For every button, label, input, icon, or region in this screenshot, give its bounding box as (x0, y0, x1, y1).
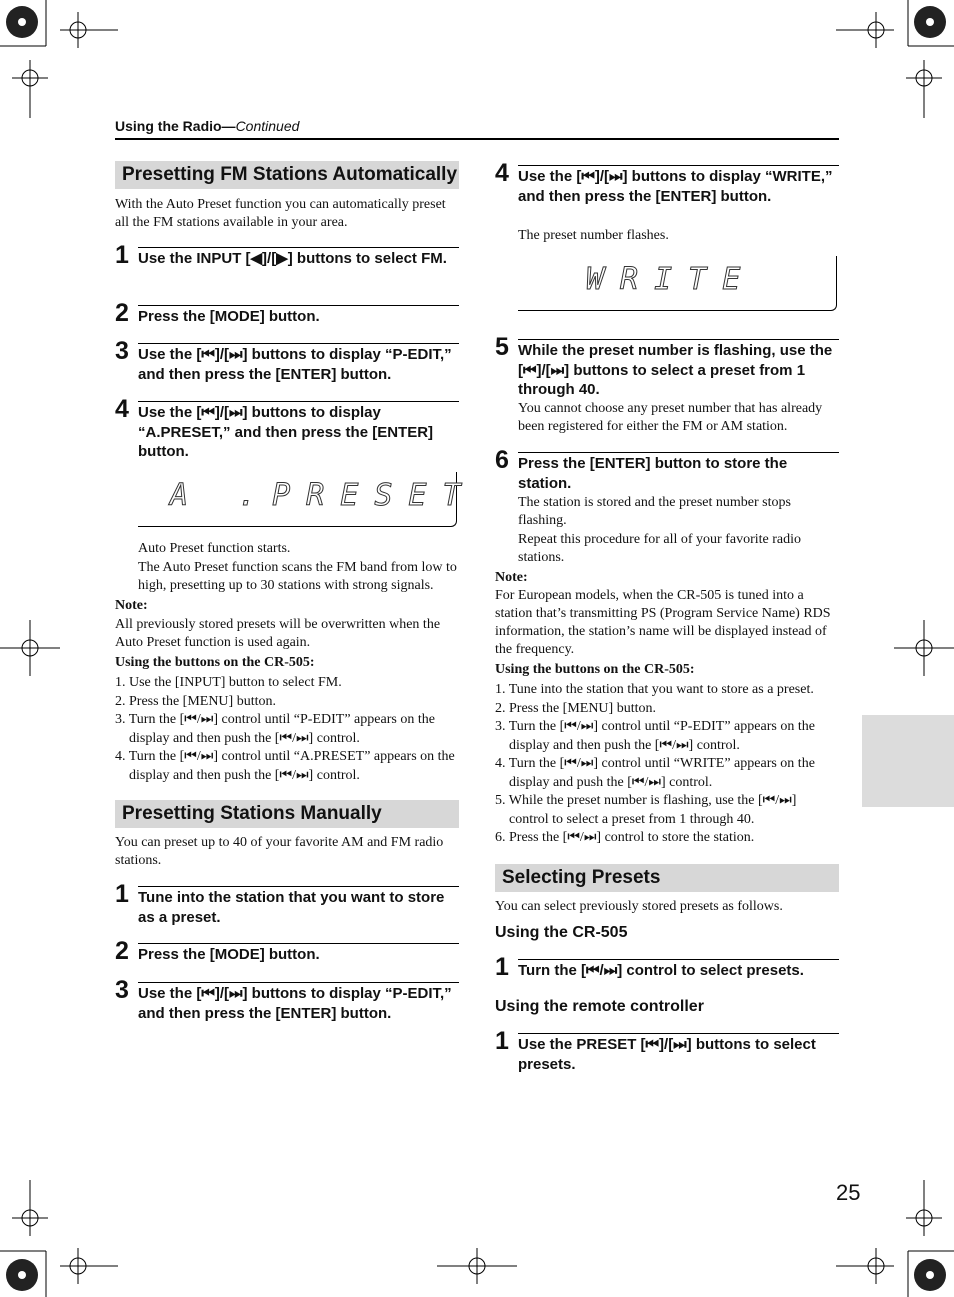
step-text: Use the [⏮]/[⏭] buttons to display “P-EDIT,” and then press the [ENTER] button. (138, 346, 452, 383)
fm-auto-step-2 (115, 299, 459, 330)
select-step-cr505 (495, 953, 839, 984)
step-rule (518, 452, 839, 453)
list-item: 6. Press the [⏮/⏭] control to store the station. (495, 830, 755, 845)
lcd-text: WRITE (586, 262, 757, 297)
fm-auto-step-1 (115, 241, 459, 292)
section-title-manual: Presetting Stations Manually (115, 800, 459, 828)
step-text: Use the [⏮]/[⏭] buttons to display “WRITE,” and then press the [ENTER] button. (518, 168, 833, 205)
note-text: For European models, when the CR-505 is tuned into a station that’s transmitting PS (Program Service Name) RDS information, the station’s name will be displayed instead of the frequency. (495, 588, 831, 657)
list-item: 5. While the preset number is flashing, use the [⏮/⏭] control to select a preset from 1 through 40. (495, 793, 797, 827)
list-item: 4. Turn the [⏮/⏭] control until “WRITE” appears on the display and push the [⏮/⏭] control. (495, 756, 815, 790)
step-rule (138, 343, 459, 344)
step-rule (138, 401, 459, 402)
step-rule (518, 959, 839, 960)
step-number: 6 (495, 446, 509, 474)
list-item: 3. Turn the [⏮/⏭] control until “P-EDIT” appears on the display and then push the [⏮/⏭] control. (495, 719, 815, 753)
step-text: While the preset number is flashing, use the [⏮]/[⏭] buttons to select a preset from 1 through 40. (518, 342, 833, 398)
step-rule (518, 339, 839, 340)
step-number: 1 (495, 953, 509, 981)
section-title-selecting: Selecting Presets (495, 864, 839, 892)
using-remote-heading: Using the remote controller (495, 998, 704, 1015)
header-title: Using the Radio— (115, 118, 236, 134)
cr505-buttons-heading: Using the buttons on the CR-505: (495, 662, 695, 677)
step-6-desc-line1: The station is stored and the preset number stops flashing. (518, 495, 791, 528)
list-item: 4. Turn the [⏮/⏭] control until “A.PRESET” appears on the display and then push the [⏮/⏭] control. (115, 749, 455, 783)
page-number: 25 (836, 1180, 861, 1205)
fm-auto-result (138, 540, 460, 595)
list-item: 1. Tune into the station that you want to store as a preset. (495, 682, 814, 697)
lcd-text: A .PRESET (170, 478, 477, 513)
note-text: All previously stored presets will be overwritten when the Auto Preset function is used again. (115, 617, 441, 650)
fm-auto-intro: With the Auto Preset function you can automatically preset all the FM stations available in your area. (115, 197, 446, 230)
lcd-display-apreset (138, 472, 477, 527)
step-5-desc: You cannot choose any preset number that has already been registered for either the FM or AM station. (518, 401, 823, 434)
fm-auto-result-line2: The Auto Preset function scans the FM band from low to high, presetting up to 30 stations with strong signals. (138, 560, 457, 593)
note-heading: Note: (115, 598, 148, 613)
step-number: 5 (495, 333, 509, 361)
step-rule (518, 1033, 839, 1034)
fm-auto-step-3 (115, 337, 459, 388)
step-text: Press the [ENTER] button to store the station. (518, 455, 788, 492)
fm-auto-step-4 (115, 395, 459, 466)
header-rule (115, 138, 839, 140)
lcd-display-write (518, 256, 837, 311)
step-rule (138, 305, 459, 306)
step-text: Tune into the station that you want to store as a preset. (138, 889, 445, 926)
step-rule (518, 165, 839, 166)
section-title-fm-auto: Presetting FM Stations Automatically (115, 161, 459, 189)
step-text: Use the INPUT [◀]/[▶] buttons to select FM. (138, 250, 447, 267)
step-rule (138, 943, 459, 944)
manual-step-6 (495, 446, 839, 497)
step-rule (138, 886, 459, 887)
using-cr505-heading: Using the CR-505 (495, 924, 628, 941)
chapter-side-tab (862, 715, 954, 807)
step-text: Press the [MODE] button. (138, 946, 320, 963)
list-item: 2. Press the [MENU] button. (115, 693, 276, 709)
step-number: 1 (115, 880, 129, 908)
step-6-desc (518, 494, 838, 567)
manual-step-1 (115, 880, 459, 931)
step-number: 4 (115, 395, 129, 423)
manual-step-5 (495, 333, 839, 404)
step-number: 2 (115, 299, 129, 327)
manual-intro: You can preset up to 40 of your favorite AM and FM radio stations. (115, 835, 444, 868)
running-header (115, 118, 299, 134)
step-6-desc-line2: Repeat this procedure for all of your favorite radio stations. (518, 532, 802, 565)
selecting-intro: You can select previously stored presets as follows. (495, 899, 783, 914)
step-rule (138, 247, 459, 248)
step-number: 4 (495, 159, 509, 187)
cr505-buttons-heading: Using the buttons on the CR-505: (115, 655, 315, 670)
step-text: Use the [⏮]/[⏭] buttons to display “A.PRESET,” and then press the [ENTER] button. (138, 404, 434, 460)
step-4-desc: The preset number flashes. (518, 228, 669, 243)
manual-step-3 (115, 976, 459, 1027)
step-text: Press the [MODE] button. (138, 308, 320, 325)
manual-step-2 (115, 937, 459, 968)
step-text: Use the [⏮]/[⏭] buttons to display “P-EDIT,” and then press the [ENTER] button. (138, 985, 452, 1022)
cr505-steps-list (495, 681, 839, 848)
list-item: 2. Press the [MENU] button. (495, 700, 656, 716)
manual-step-4 (495, 159, 839, 235)
step-text: Use the PRESET [⏮]/[⏭] buttons to select presets. (518, 1036, 816, 1073)
fm-auto-result-line1: Auto Preset function starts. (138, 541, 291, 556)
note-heading: Note: (495, 570, 528, 585)
step-number: 1 (495, 1027, 509, 1055)
step-number: 2 (115, 937, 129, 965)
step-number: 1 (115, 241, 129, 269)
step-rule (138, 982, 459, 983)
list-item: 3. Turn the [⏮/⏭] control until “P-EDIT” appears on the display and then push the [⏮/⏭] control. (115, 712, 435, 746)
step-number: 3 (115, 976, 129, 1004)
step-text: Turn the [⏮/⏭] control to select presets. (518, 962, 804, 979)
select-step-remote (495, 1027, 839, 1078)
header-continued: Continued (235, 118, 300, 134)
cr505-steps-list (115, 674, 459, 785)
step-number: 3 (115, 337, 129, 365)
list-item: 1. Use the [INPUT] button to select FM. (115, 675, 342, 690)
